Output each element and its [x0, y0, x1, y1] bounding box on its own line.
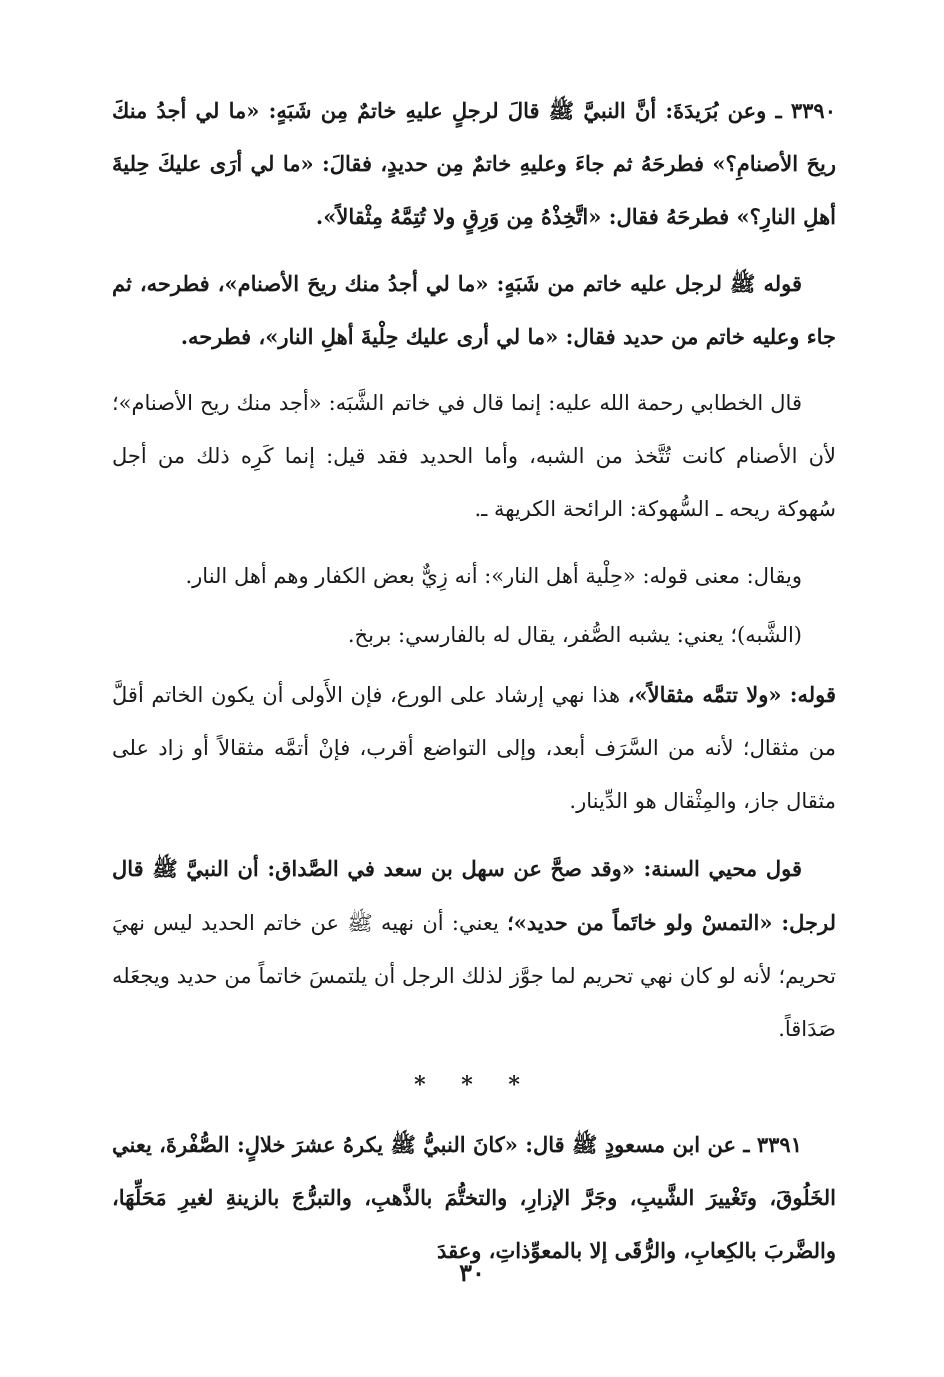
shabah-definition-paragraph: (الشَّبه)؛ يعني: يشبه الصُّفر، يقال له بالفارسي: بربخ.	[347, 623, 802, 647]
hadith-3391: ٣٣٩١ ـ عن ابن مسعودٍ ﷺ قال: «كانَ النبيُّ ﷺ يكرهُ عشرَ خلالٍ: الصُّفْرةَ، يعني الخَلُوقَ، وتَغْييرَ الشَّيبِ، وجَرَّ الإزارِ، والتختُّمَ بالذَّهبِ، والتبرُّجَ بالزينةِ لغيرِ مَحَلِّهَا، والضَّربَ بالكِعابِ، والرُّقَى إلا بالمعوِّذاتِ، وعقدَ	[112, 1132, 836, 1263]
commentary-quote-paragraph: قوله ﷺ لرجل عليه خاتم من شَبَهٍ: «ما لي أجدُ منك ريحَ الأصنام»، فطرحه، ثم جاء وعليه خاتم من حديد فقال: «ما لي أرى عليك حِلْيةَ أهلِ النار»، فطرحه.	[112, 271, 836, 349]
muhyi-sunna-bold-lead: قول محيي السنة: «وقد صحَّ عن سهل بن سعد في الصَّداق: أن النبيَّ ﷺ قال لرجل: «التمسْ ولو خاتَماً من حديد»؛	[112, 856, 836, 935]
mithqal-commentary-text: هذا نهي إرشاد على الورع، فإن الأَولى أن يكون الخاتم أقلَّ من مثقال؛ لأنه من السَّرَف أبعد، وإلى التواضع أقرب، فإنْ أتمَّه مثقالاً أو زاد على مثقال جاز، والمِثْقال هو الدِّينار.	[112, 683, 836, 813]
hilya-explanation-paragraph: ويقال: معنى قوله: «حِلْية أهل النار»: أنه زِيٌّ بعض الكفار وهم أهل النار.	[185, 564, 802, 588]
muhyi-sunna-paragraph	[112, 842, 836, 1056]
khattabi-commentary-paragraph: قال الخطابي رحمة الله عليه: إنما قال في خاتم الشَّبَه: «أجد منك ريح الأصنام»؛ لأن الأصنام كانت تُتَّخذ من الشبه، وأما الحديد فقد قيل: إنما كَرِه ذلك من أجل سُهوكة ريحه ـ السُّهوكة: الرائحة الكريهة ـ.	[112, 391, 836, 521]
hadith-3390: ٣٣٩٠ ـ وعن بُرَيدَةَ: أنَّ النبيَّ ﷺ قالَ لرجلٍ عليهِ خاتمٌ مِن شَبَهٍ: «ما لي أجدُ منكَ ريحَ الأصنامِ؟» فطرحَهُ ثم جاءَ وعليهِ خاتمٌ مِن حديدٍ، فقالَ: «ما لي أرَى عليكَ حِليةَ أهلِ النارِ؟» فطرحَهُ فقال: «اتَّخِذْهُ مِن وَرِقٍ ولا تُتِمَّهُ مِثْقالاً».	[112, 98, 836, 229]
section-separator: * * *	[414, 1072, 534, 1098]
mithqal-commentary-paragraph	[112, 668, 836, 828]
page-number: ٣٠	[459, 1258, 485, 1287]
mithqal-bold-lead: قوله: «ولا تتمَّه مثقالاً»،	[627, 682, 836, 707]
muhyi-sunna-text: يعني: أن نهيه ﷺ عن خاتم الحديد ليس نهيَ تحريم؛ لأنه لو كان نهي تحريم لما جوَّز لذلك الرجل أن يلتمسَ خاتماً من حديد ويجعَله صَدَاقاً.	[112, 911, 836, 1041]
